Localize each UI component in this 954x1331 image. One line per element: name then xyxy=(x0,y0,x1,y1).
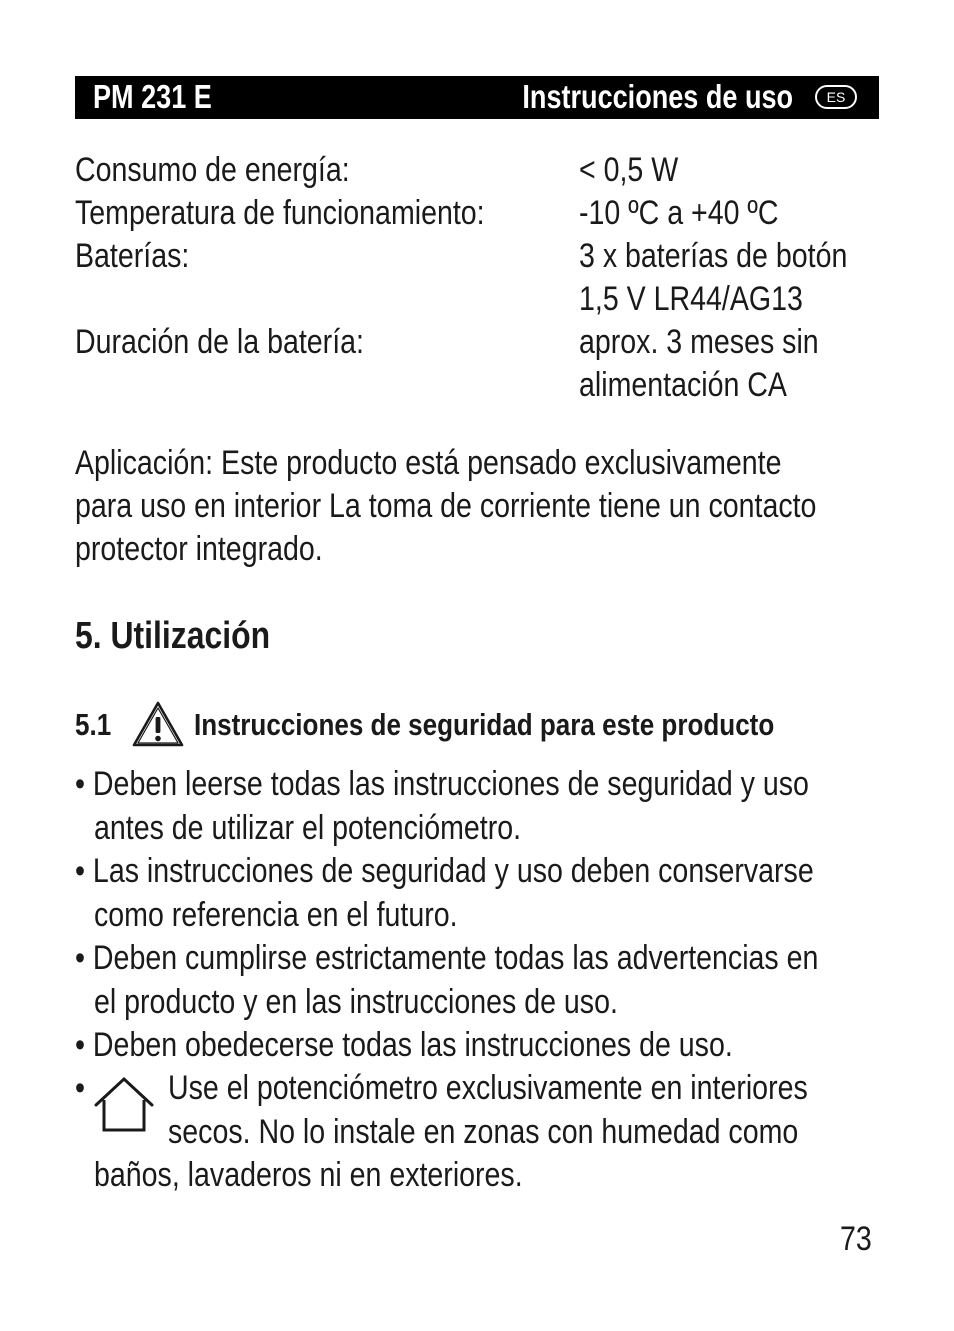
page-number: 73 xyxy=(840,1220,872,1258)
bullet-1-line-1: • Deben leerse todas las instrucciones de seguridad y uso xyxy=(75,765,809,803)
spec-value-batteries-1: 3 x baterías de botón xyxy=(579,237,848,275)
spec-label-batteries: Baterías: xyxy=(75,237,190,275)
warning-icon xyxy=(131,700,185,748)
bullet-3-line-1: • Deben cumplirse estrictamente todas las advertencias en xyxy=(75,939,819,977)
header-model: PM 231 E xyxy=(93,78,212,115)
spec-value-temperature: -10 ºC a +40 ºC xyxy=(579,194,779,232)
spec-value-power: < 0,5 W xyxy=(579,151,679,189)
bullet-5-line-3: baños, lavaderos ni en exteriores. xyxy=(94,1156,523,1194)
spec-label-battery-life: Duración de la batería: xyxy=(75,323,364,361)
spec-value-battery-life-1: aprox. 3 meses sin xyxy=(579,323,819,361)
spec-value-battery-life-2: alimentación CA xyxy=(579,366,787,404)
header-title: Instrucciones de uso xyxy=(522,78,793,115)
header-bar xyxy=(75,76,879,119)
spec-label-temperature: Temperatura de funcionamiento: xyxy=(75,194,485,232)
language-badge: ES xyxy=(815,85,857,109)
application-line-1: Aplicación: Este producto está pensado exclusivamente xyxy=(75,444,782,482)
spec-value-batteries-2: 1,5 V LR44/AG13 xyxy=(579,280,803,318)
section-title: 5. Utilización xyxy=(75,615,271,657)
subsection-number: 5.1 xyxy=(75,707,112,742)
bullet-3-line-2: el producto y en las instrucciones de uso. xyxy=(94,983,618,1021)
bullet-5-line-1: Use el potenciómetro exclusivamente en interiores xyxy=(168,1069,808,1107)
bullet-5-line-2: secos. No lo instale en zonas con humedad como xyxy=(168,1113,799,1151)
house-icon xyxy=(93,1075,155,1133)
application-line-3: protector integrado. xyxy=(75,530,323,568)
bullet-1-line-2: antes de utilizar el potenciómetro. xyxy=(94,809,522,847)
bullet-2-line-1: • Las instrucciones de seguridad y uso deben conservarse xyxy=(75,852,814,890)
spec-label-power: Consumo de energía: xyxy=(75,151,350,189)
subsection-title: Instrucciones de seguridad para este producto xyxy=(194,707,775,742)
bullet-4-line-1: • Deben obedecerse todas las instrucciones de uso. xyxy=(75,1026,733,1064)
bullet-2-line-2: como referencia en el futuro. xyxy=(94,896,458,934)
application-line-2: para uso en interior La toma de corriente tiene un contacto xyxy=(75,487,817,525)
bullet-5-marker: • xyxy=(75,1069,86,1107)
